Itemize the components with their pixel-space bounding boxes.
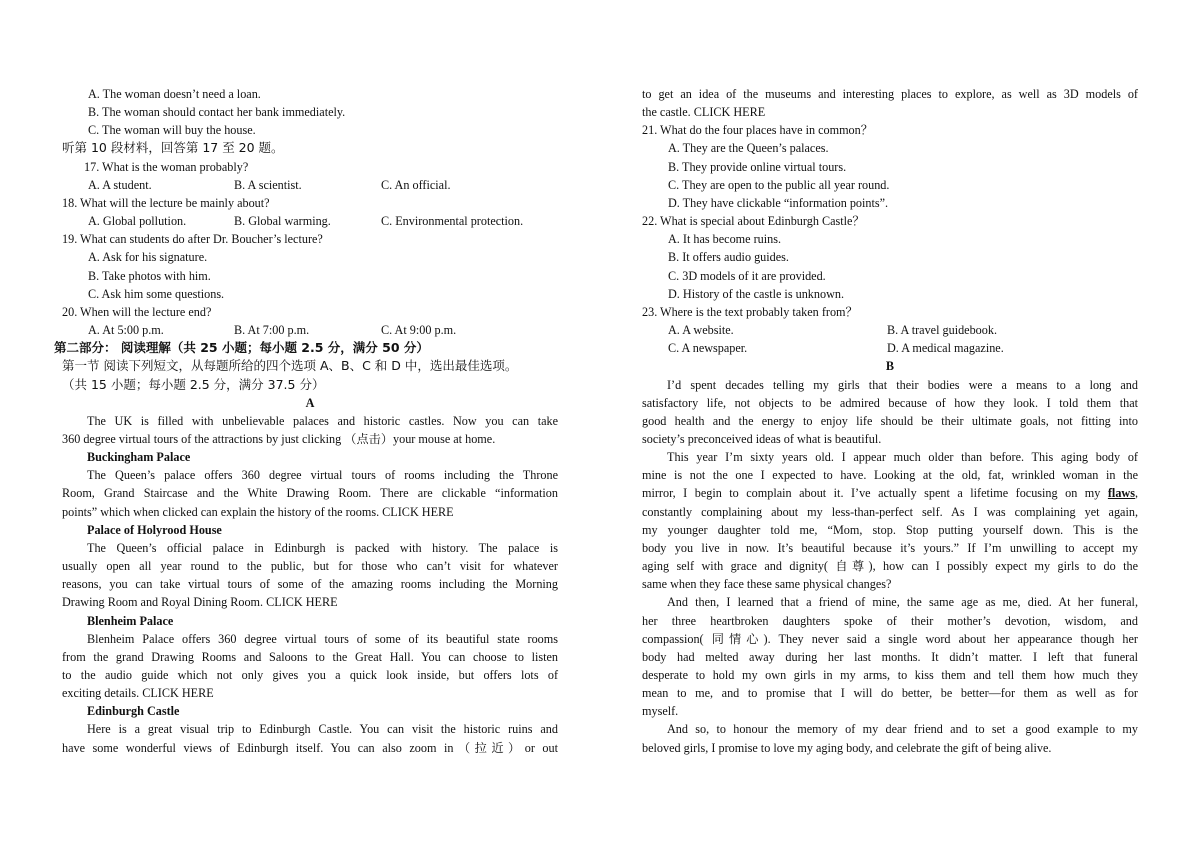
q20-options <box>62 321 558 339</box>
edinburgh-heading: Edinburgh Castle <box>87 704 180 719</box>
intro-line: The UK is filled with unbelievable palaces and historic castles. Now you can take <box>87 413 558 428</box>
q18-option-a: A. Global pollution. <box>88 214 187 229</box>
passage-b-line: body you live in now. It’s beautiful because it’s yours.” If I’m unwilling to accept my <box>642 540 1138 555</box>
blenheim-line: exciting details. CLICK HERE <box>62 686 214 701</box>
right-column <box>642 85 1138 757</box>
edinburgh-line: Here is a great visual trip to Edinburgh Castle. You can visit the historic ruins and <box>87 722 558 737</box>
buckingham-heading: Buckingham Palace <box>87 450 191 465</box>
q18-option-b: B. Global warming. <box>234 214 331 229</box>
passage-b-line: And so, to honour the memory of my dear friend and to set a good example to my <box>667 722 1138 737</box>
intro-line: 360 degree virtual tours of the attractions by just clicking （点击）your mouse at home. <box>62 431 496 446</box>
q23-option-b: B. A travel guidebook. <box>887 323 998 338</box>
passage-b-line: constantly complaining about my less-than-perfect self. As I was complaining yet again, <box>642 504 1138 519</box>
edinburgh-line: have some wonderful views of Edinburgh itself. You can also zoom in（拉近）or out <box>62 740 558 755</box>
q18-option-c: C. Environmental protection. <box>381 214 524 229</box>
q17-option-a: A. A student. <box>88 177 152 192</box>
passage-b-line: mine is not the one I expected to have. Looking at the old, fat, wrinkled woman in the <box>642 468 1138 483</box>
q21-option-b: B. They provide online virtual tours. <box>668 159 847 174</box>
passage-b-line: I’d spent decades telling my girls that their bodies were a means to a long and <box>667 377 1138 392</box>
holyrood-line: reasons, you can take virtual tours of some of the amazing rooms including the Morning <box>62 577 558 592</box>
passage-b-line: same when they face these same physical changes? <box>642 577 892 592</box>
q16-option-a: A. The woman doesn’t need a loan. <box>88 87 261 101</box>
passage-b-line: mean to me, and to promise that I will do better, be better—for them as well as for <box>642 686 1138 701</box>
q23-option-d: D. A medical magazine. <box>887 341 1004 356</box>
left-column <box>54 85 558 757</box>
question-18: 18. What will the lecture be mainly about? <box>62 195 270 210</box>
passage-b-line: beloved girls, I promise to love my aging body, and celebrate the gift of being alive. <box>642 740 1052 755</box>
blenheim-heading: Blenheim Palace <box>87 613 174 628</box>
q21-option-a: A. They are the Queen’s palaces. <box>668 141 829 156</box>
passage-b-line: This year I’m sixty years old. I appear much older than before. This aging body of <box>667 450 1138 465</box>
part-two-heading: 第二部分： 阅读理解（共 25 小题；每小题 2.5 分，满分 50 分） <box>54 340 429 356</box>
passage-b-line <box>642 484 1138 502</box>
q21-option-c: C. They are open to the public all year round. <box>668 177 890 192</box>
q17-options <box>62 176 558 194</box>
blenheim-line: to the audio guide which not only gives you a quick look inside, but offers lots of <box>62 668 558 682</box>
question-21: 21. What do the four places have in common？ <box>642 123 873 138</box>
passage-b-line: desperate to hold my own girls in my arms, to kiss them and tell them how much they <box>642 668 1138 682</box>
passage-b-line: my younger daughter told me, “Mom, stop. Stop putting yourself down. This is the <box>642 522 1138 537</box>
blenheim-line: Blenheim Palace offers 360 degree virtual tours of some of its beautiful state rooms <box>87 631 558 646</box>
edinburgh-continued-line: the castle. CLICK HERE <box>642 105 766 120</box>
q23-option-a: A. A website. <box>668 323 734 338</box>
q20-option-b: B. At 7:00 p.m. <box>234 323 310 338</box>
q17-option-c: C. An official. <box>381 177 451 192</box>
passage-b-line: body had melted away during her last months. It didn’t matter. I left that funeral <box>642 649 1138 664</box>
buckingham-line: points” which when clicked can explain the history of the rooms. CLICK HERE <box>62 504 454 519</box>
holyrood-line: Drawing Room and Royal Dining Room. CLICK HERE <box>62 595 338 610</box>
passage-b-line: compassion( 同情心). They never said a single word about her appearance though her <box>642 631 1138 646</box>
q19-option-a: A. Ask for his signature. <box>88 250 208 265</box>
q23-option-c: C. A newspaper. <box>668 341 748 356</box>
q22-option-d: D. History of the castle is unknown. <box>668 286 845 301</box>
passage-b-line: society’s preconceived ideas of what is beautiful. <box>642 431 882 446</box>
question-22: 22. What is special about Edinburgh Castle？ <box>642 214 865 229</box>
q16-option-c: C. The woman will buy the house. <box>88 123 256 138</box>
passage-a-label: A <box>305 395 315 410</box>
passage-b-line: her three heartbroken daughters spoke of their mother’s devotion, wisdom, and <box>642 613 1138 628</box>
question-23: 23. Where is the text probably taken from？ <box>642 304 858 319</box>
blenheim-line: from the grand Drawing Rooms and Saloons to the Great Hall. You can choose to listen <box>62 649 558 664</box>
passage-b-line: aging self with grace and dignity( 自尊), how can I possibly expect my girls to do the <box>642 559 1138 574</box>
passage-b-line: And then, I learned that a friend of mine, the same age as me, died. At her funeral, <box>667 595 1138 610</box>
passage-b-label: B <box>885 359 895 374</box>
q19-option-c: C. Ask him some questions. <box>88 286 225 301</box>
q16-option-b: B. The woman should contact her bank immediately. <box>88 105 346 120</box>
q19-option-b: B. Take photos with him. <box>88 268 211 283</box>
section-one-instruction: 第一节 阅读下列短文，从每题所给的四个选项 A、B、C 和 D 中，选出最佳选项。 <box>62 358 518 374</box>
edinburgh-continued-line: to get an idea of the museums and interesting places to explore, as well as 3D models of <box>642 87 1138 101</box>
question-17: 17. What is the woman probably? <box>84 159 249 174</box>
question-19: 19. What can students do after Dr. Boucher’s lecture? <box>62 232 323 247</box>
listening-instruction: 听第 10 段材料，回答第 17 至 20 题。 <box>62 140 284 156</box>
passage-b-line: myself. <box>642 704 679 719</box>
passage-b-line: satisfactory life, not objects to be admired because of how they look. I told them that <box>642 395 1138 410</box>
passage-b-line: good health and the energy to enjoy life should be their ultimate goals, not fitting into <box>642 413 1138 428</box>
holyrood-line: The Queen’s official palace in Edinburgh is packed with history. The palace is <box>87 540 558 555</box>
underlined-word-flaws: flaws <box>1107 486 1135 501</box>
q22-option-b: B. It offers audio guides. <box>668 250 789 265</box>
holyrood-line: usually open all year round to the public, but for those who can’t visit for whatever <box>62 559 558 574</box>
punctuation: , <box>1134 486 1139 501</box>
question-20: 20. When will the lecture end? <box>62 304 212 319</box>
q20-option-a: A. At 5:00 p.m. <box>88 323 164 338</box>
q21-option-d: D. They have clickable “information points”. <box>668 195 889 210</box>
holyrood-heading: Palace of Holyrood House <box>87 522 222 537</box>
q18-options <box>62 212 558 230</box>
q23-options-row <box>642 321 1138 339</box>
q22-option-a: A. It has become ruins. <box>668 232 782 247</box>
q23-options-row <box>642 339 1138 357</box>
buckingham-line: Room, Grand Staircase and the White Drawing Room. There are clickable “information <box>62 486 558 501</box>
buckingham-line: The Queen’s palace offers 360 degree virtual tours of rooms including the Throne <box>87 468 558 483</box>
q17-option-b: B. A scientist. <box>234 177 302 192</box>
q22-option-c: C. 3D models of it are provided. <box>668 268 826 283</box>
section-one-scoring: （共 15 小题；每小题 2.5 分，满分 37.5 分） <box>62 376 325 392</box>
q20-option-c: C. At 9:00 p.m. <box>381 323 457 338</box>
passage-b-text: mirror, I begin to complain about it. I’ve actually spent a lifetime focusing on my <box>642 486 1101 501</box>
